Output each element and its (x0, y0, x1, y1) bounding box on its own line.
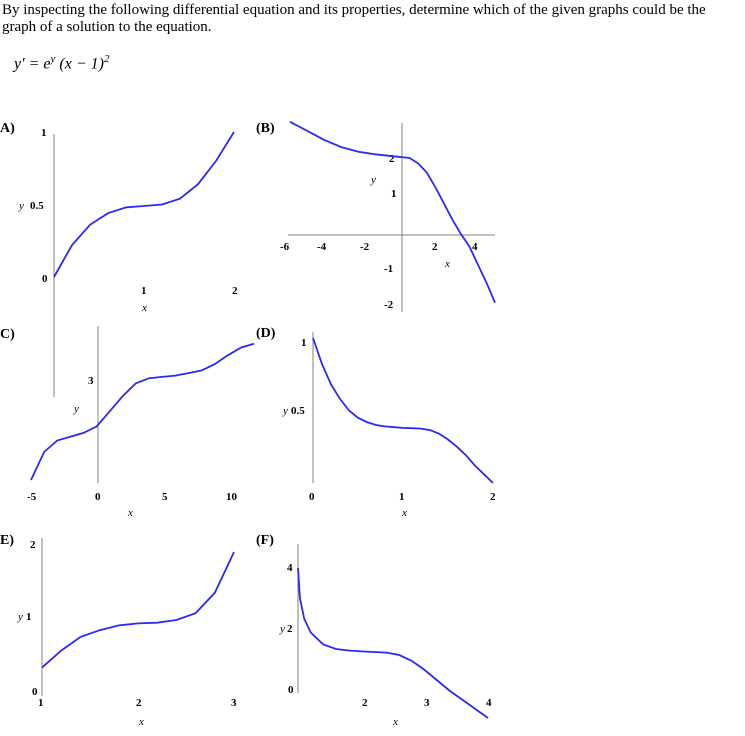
graph-c[interactable] (0, 320, 250, 525)
graph-f-ylabel-tick: 2 (287, 623, 293, 635)
graph-e-label: E) (0, 533, 14, 548)
graph-c-ylabel: y (74, 403, 79, 415)
graph-a-xtick-0: 1 (141, 285, 147, 297)
graph-b-ytick-2: -1 (384, 263, 394, 275)
graph-b-ylabel: y (371, 174, 376, 186)
graph-d-xtick-1: 1 (399, 491, 405, 503)
graph-a-ytick-0: 0 (42, 273, 48, 285)
graph-d-xlabel: x (402, 507, 407, 519)
graph-c-xtick-3: 10 (226, 491, 237, 503)
graph-a-ytick-1: 1 (41, 127, 47, 139)
graph-c-ytick-0: 3 (88, 375, 94, 387)
graph-b-ytick-0: 2 (389, 153, 395, 165)
graph-b-xtick-1: -4 (317, 241, 327, 253)
graph-a[interactable] (0, 120, 250, 320)
graph-a-curve (54, 132, 234, 277)
graph-f-ytick-0: 4 (287, 562, 293, 574)
graph-f-xtick-2: 4 (486, 697, 492, 709)
graph-b-xtick-0: -6 (280, 241, 290, 253)
graph-d[interactable] (250, 320, 500, 525)
graph-d-ylabel: y (283, 405, 288, 417)
graph-b-xlabel: x (445, 258, 450, 270)
equation-mid: (x − 1) (55, 55, 104, 73)
graph-c-curve (31, 344, 254, 480)
graph-c-xtick-1: 0 (95, 491, 101, 503)
graph-e[interactable] (0, 528, 250, 736)
question-text: By inspecting the following differential equation and its properties, determine which of the given graphs could be the graph of a solution to the equation. (2, 2, 706, 35)
equation-lhs: y′ = e (14, 55, 51, 73)
graph-b-label: (B) (256, 121, 275, 136)
graph-f-curve (298, 568, 488, 718)
graph-b-xtick-3: 2 (432, 241, 438, 253)
graph-b[interactable] (250, 120, 500, 320)
graph-e-xtick-0: 1 (38, 697, 44, 709)
graph-e-curve (42, 552, 234, 668)
graph-b-ytick-3: -2 (384, 299, 394, 311)
graph-e-xlabel: x (139, 716, 144, 728)
graph-d-ytick-0: 1 (301, 337, 307, 349)
graph-f[interactable] (250, 528, 500, 736)
graph-f-xlabel: x (393, 716, 398, 728)
graph-e-xtick-2: 3 (231, 697, 237, 709)
graph-f-xtick-1: 3 (424, 697, 430, 709)
graph-d-label: (D) (256, 326, 276, 341)
graph-c-xtick-0: -5 (27, 491, 37, 503)
equation (14, 53, 109, 73)
graph-a-xtick-1: 2 (232, 285, 238, 297)
equation-exponent-2: 2 (103, 53, 110, 65)
graph-c-xtick-2: 5 (162, 491, 168, 503)
graph-e-ytick-0: 0 (32, 686, 38, 698)
graph-c-label: C) (0, 327, 15, 342)
graph-b-xtick-4: 4 (472, 241, 478, 253)
graph-a-xlabel: x (142, 302, 147, 314)
graph-b-xtick-2: -2 (360, 241, 370, 253)
graph-b-ytick-1: 1 (391, 188, 397, 200)
graph-b-curve (290, 122, 495, 303)
graph-a-label: A) (0, 121, 15, 136)
graph-d-xtick-0: 0 (309, 491, 315, 503)
graph-f-ytick-1: 0 (288, 684, 294, 696)
graph-e-ylabel-tick: 1 (26, 611, 32, 623)
graph-f-xtick-0: 2 (362, 697, 368, 709)
graph-f-label: (F) (256, 533, 274, 548)
graph-f-ylabel: y (280, 623, 285, 635)
graph-e-xtick-1: 2 (136, 697, 142, 709)
graph-d-xtick-2: 2 (490, 491, 496, 503)
graph-a-ylabel-tick: 0.5 (30, 200, 44, 212)
graph-d-curve (313, 338, 493, 483)
graph-a-ylabel: y (19, 200, 24, 212)
graph-e-ytick-1: 2 (30, 539, 36, 551)
equation-exponent-y: y (50, 53, 56, 65)
graph-c-xlabel: x (128, 507, 133, 519)
graph-e-ylabel: y (18, 611, 23, 623)
graph-d-ylabel-tick: 0.5 (291, 405, 305, 417)
